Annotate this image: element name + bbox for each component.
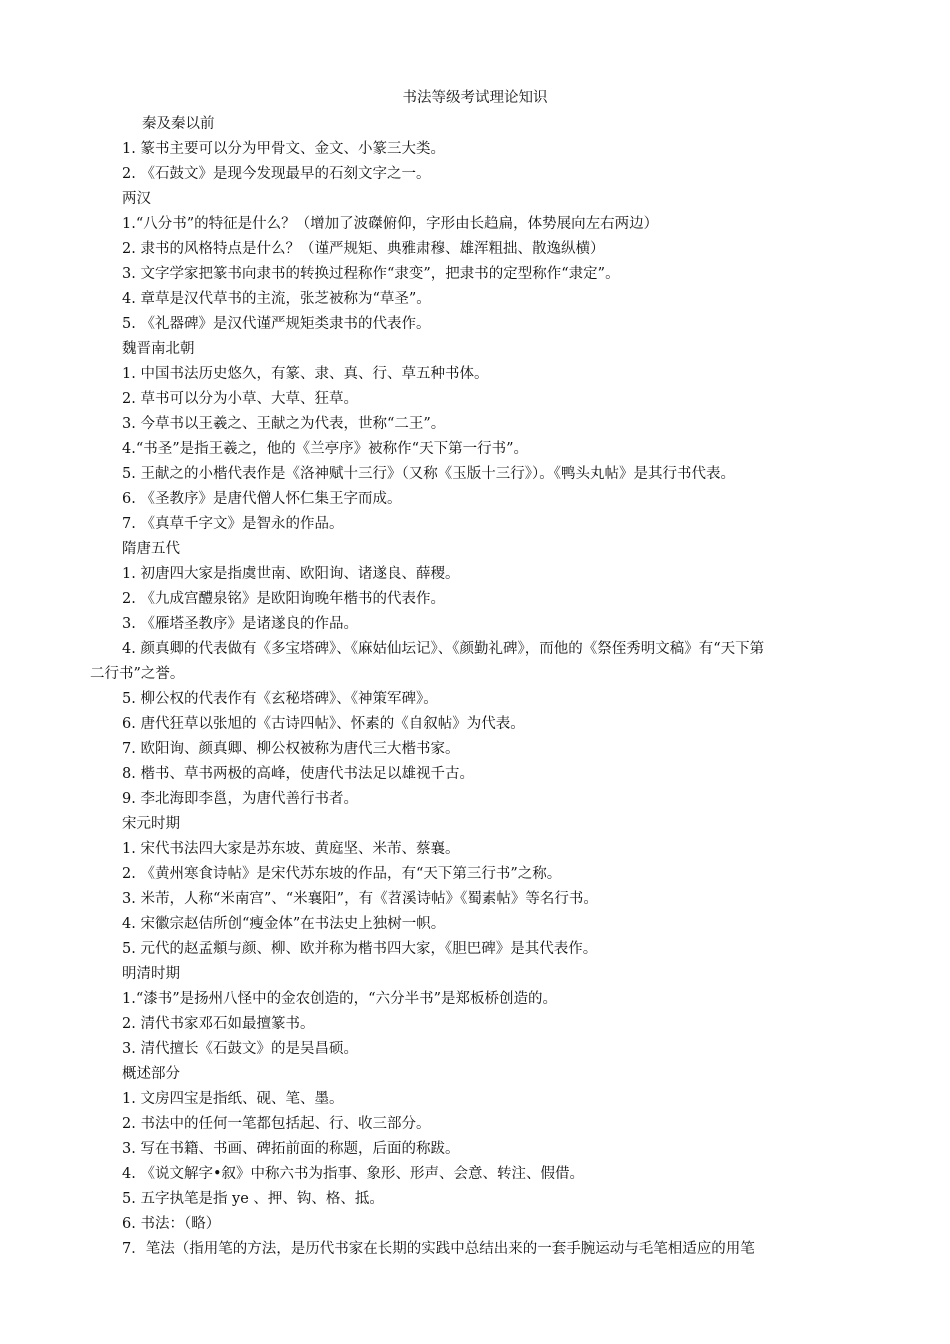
section-heading: 魏晋南北朝: [122, 341, 195, 357]
list-item: 5. 五字执笔是指 ye 、押、钩、格、抵。: [122, 1191, 384, 1207]
list-item: 5. 元代的赵孟頫与颜、柳、欧并称为楷书四大家，《胆巴碑》是其代表作。: [122, 941, 598, 957]
paragraph-continuation: 二行书”之誉。: [90, 666, 185, 682]
list-item: 1. 中国书法历史悠久，有篆、隶、真、行、草五种书体。: [122, 366, 489, 382]
section-heading: 明清时期: [122, 966, 180, 982]
list-item: 4. 《说文解字•叙》中称六书为指事、象形、形声、会意、转注、假借。: [122, 1166, 584, 1182]
list-item: 2. 《九成宫醴泉铭》是欧阳询晚年楷书的代表作。: [122, 591, 445, 607]
list-item: 2. 隶书的风格特点是什么？（谨严规矩、典雅肃穆、雄浑粗拙、散逸纵横）: [122, 241, 605, 257]
section-heading: 秦及秦以前: [142, 116, 215, 132]
list-item: 3. 今草书以王羲之、王献之为代表，世称“二王”。: [122, 416, 446, 432]
list-item: 2. 《石鼓文》是现今发现最早的石刻文字之一。: [122, 166, 431, 182]
list-item: 6. 唐代狂草以张旭的《古诗四帖》、怀素的《自叙帖》为代表。: [122, 716, 525, 732]
section-heading: 两汉: [122, 191, 151, 207]
list-item: 2. 书法中的任何一笔都包括起、行、收三部分。: [122, 1116, 431, 1132]
list-item: 3. 米芾，人称“米南宫”、“米襄阳”，有《苕溪诗帖》《蜀素帖》等名行书。: [122, 891, 598, 907]
list-item: 4.“书圣”是指王羲之，他的《兰亭序》被称作“天下第一行书”。: [122, 441, 528, 457]
list-item: 9. 李北海即李邕，为唐代善行书者。: [122, 791, 358, 807]
list-item: 4. 颜真卿的代表做有《多宝塔碑》、《麻姑仙坛记》、《颜勤礼碑》，而他的《祭侄秀明文稿》有“天下第: [122, 641, 765, 657]
list-item: 1. 文房四宝是指纸、砚、笔、墨。: [122, 1091, 344, 1107]
document-body: [0, 112, 950, 1262]
list-item: 5. 王献之的小楷代表作是《洛神赋十三行》（又称《玉版十三行》）。《鸭头丸帖》是其行书代表。: [122, 466, 735, 482]
list-item: 2. 《黄州寒食诗帖》是宋代苏东坡的作品，有“天下第三行书”之称。: [122, 866, 562, 882]
list-item: 6. 《圣教序》是唐代僧人怀仁集王字而成。: [122, 491, 402, 507]
list-item: 5. 柳公权的代表作有《玄秘塔碑》、《神策军碑》。: [122, 691, 438, 707]
list-item: 7. 欧阳询、颜真卿、柳公权被称为唐代三大楷书家。: [122, 741, 460, 757]
section-heading: 宋元时期: [122, 816, 180, 832]
list-item: 2. 清代书家邓石如最擅篆书。: [122, 1016, 315, 1032]
list-item: 6. 书法：（略）: [122, 1216, 221, 1232]
list-item: 7．笔法（指用笔的方法，是历代书家在长期的实践中总结出来的一套手腕运动与毛笔相适应的用笔: [122, 1241, 755, 1257]
list-item: 1.“八分书”的特征是什么？（增加了波磔俯仰，字形由长趋扁，体势展向左右两边）: [122, 216, 659, 232]
list-item: 4. 宋徽宗赵佶所创“瘦金体”在书法史上独树一帜。: [122, 916, 446, 932]
list-item: 4. 章草是汉代草书的主流，张芝被称为“草圣”。: [122, 291, 431, 307]
list-item: 1. 初唐四大家是指虞世南、欧阳询、诸遂良、薛稷。: [122, 566, 460, 582]
list-item: 8. 楷书、草书两极的高峰，使唐代书法足以雄视千古。: [122, 766, 474, 782]
list-item: 1. 宋代书法四大家是苏东坡、黄庭坚、米芾、蔡襄。: [122, 841, 460, 857]
list-item: 1. 篆书主要可以分为甲骨文、金文、小篆三大类。: [122, 141, 445, 157]
list-item: 2. 草书可以分为小草、大草、狂草。: [122, 391, 358, 407]
list-item: 3. 文字学家把篆书向隶书的转换过程称作“隶变”，把隶书的定型称作“隶定”。: [122, 266, 620, 282]
document-title: 书法等级考试理论知识: [402, 90, 548, 106]
section-heading: 概述部分: [122, 1066, 180, 1082]
list-item: 3. 写在书籍、书画、碑拓前面的称题，后面的称跋。: [122, 1141, 460, 1157]
list-item: 3. 清代擅长《石鼓文》的是吴昌硕。: [122, 1041, 358, 1057]
list-item: 5. 《礼器碑》是汉代谨严规矩类隶书的代表作。: [122, 316, 431, 332]
list-item: 3. 《雁塔圣教序》是诸遂良的作品。: [122, 616, 358, 632]
list-item: 1.“漆书”是扬州八怪中的金农创造的，“六分半书”是郑板桥创造的。: [122, 991, 557, 1007]
section-heading: 隋唐五代: [122, 541, 180, 557]
list-item: 7. 《真草千字文》是智永的作品。: [122, 516, 344, 532]
